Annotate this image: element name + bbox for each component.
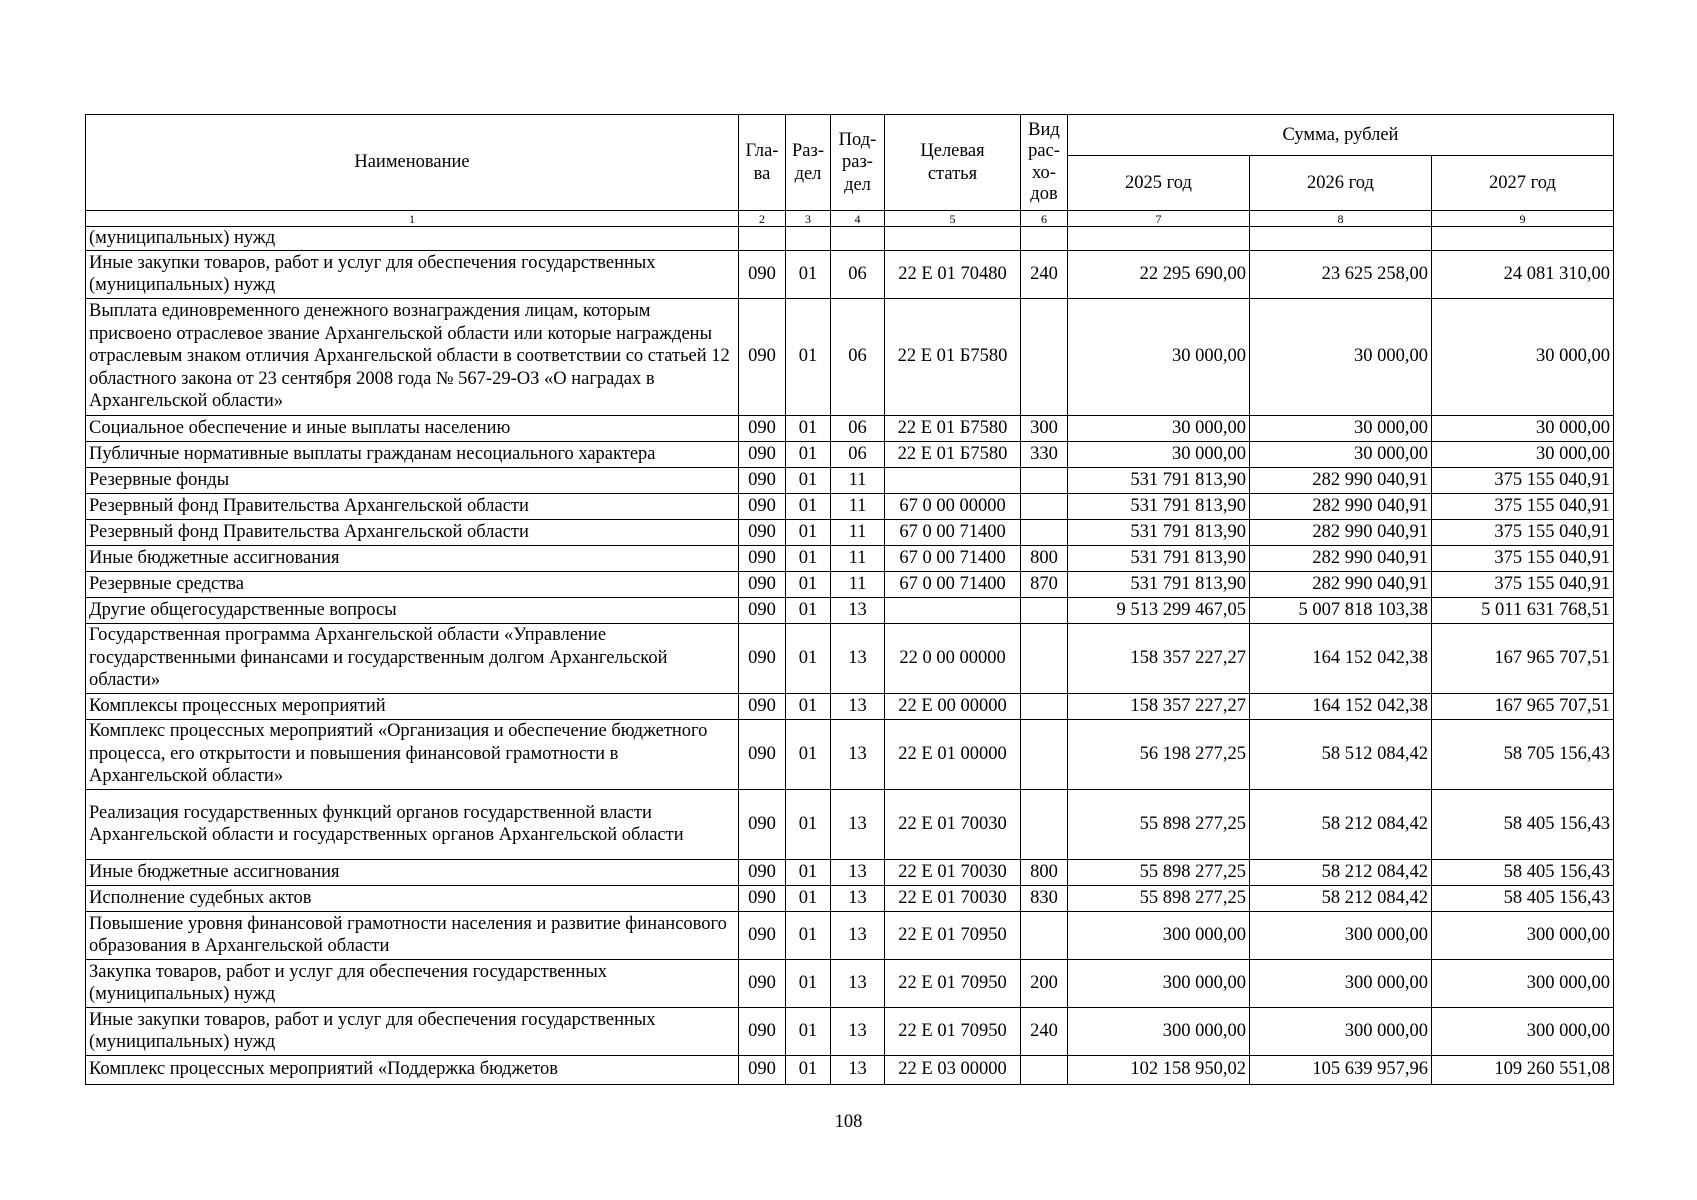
- row-amount-2026: 30 000,00: [1250, 415, 1432, 441]
- header-2026: 2026 год: [1250, 156, 1432, 211]
- row-vid: [1021, 1055, 1068, 1084]
- row-razdel: 01: [786, 859, 831, 885]
- table-body: [86, 227, 1614, 1085]
- header-name: Наименование: [86, 115, 739, 211]
- row-amount-2025: 30 000,00: [1068, 415, 1250, 441]
- row-amount-2025: 531 791 813,90: [1068, 467, 1250, 493]
- table-row: [86, 519, 1614, 545]
- row-vid: 830: [1021, 885, 1068, 911]
- row-amount-2027: 30 000,00: [1432, 298, 1614, 415]
- row-amount-2026: 282 990 040,91: [1250, 493, 1432, 519]
- row-podrazdel: 13: [831, 885, 885, 911]
- row-glava: 090: [739, 1055, 786, 1084]
- row-tselevaya: 67 0 00 00000: [885, 493, 1021, 519]
- row-amount-2026: 30 000,00: [1250, 441, 1432, 467]
- page-number: 108: [834, 1112, 863, 1132]
- row-amount-2027: 300 000,00: [1432, 1007, 1614, 1055]
- row-vid: [1021, 911, 1068, 959]
- row-name: Резервный фонд Правительства Архангельской области: [86, 493, 739, 519]
- row-razdel: 01: [786, 571, 831, 597]
- header-podrazdel: Под- раз- дел: [831, 115, 885, 211]
- row-podrazdel: 06: [831, 250, 885, 298]
- row-vid: 200: [1021, 959, 1068, 1007]
- row-razdel: 01: [786, 885, 831, 911]
- row-tselevaya: 22 Е 01 00000: [885, 719, 1021, 789]
- row-amount-2027: 375 155 040,91: [1432, 467, 1614, 493]
- row-podrazdel: 06: [831, 298, 885, 415]
- column-number: 5: [885, 211, 1021, 227]
- row-tselevaya: 22 Е 01 70480: [885, 250, 1021, 298]
- row-tselevaya: 22 0 00 00000: [885, 623, 1021, 693]
- header-glava: Гла- ва: [739, 115, 786, 211]
- row-vid: [1021, 227, 1068, 251]
- column-number: 7: [1068, 211, 1250, 227]
- table-row: [86, 415, 1614, 441]
- row-name: Реализация государственных функций органов государственной власти Архангельской области и государственных органов Архангельской области: [86, 789, 739, 859]
- row-amount-2027: 167 965 707,51: [1432, 693, 1614, 719]
- row-glava: 090: [739, 467, 786, 493]
- table-row: [86, 545, 1614, 571]
- header-razdel: Раз- дел: [786, 115, 831, 211]
- row-amount-2027: 30 000,00: [1432, 441, 1614, 467]
- row-amount-2025: 55 898 277,25: [1068, 789, 1250, 859]
- row-amount-2027: 375 155 040,91: [1432, 493, 1614, 519]
- table-row: [86, 623, 1614, 693]
- table-row: [86, 467, 1614, 493]
- row-podrazdel: 13: [831, 859, 885, 885]
- table-row: [86, 719, 1614, 789]
- row-amount-2026: 58 212 084,42: [1250, 789, 1432, 859]
- row-podrazdel: 11: [831, 571, 885, 597]
- row-razdel: 01: [786, 911, 831, 959]
- header-vid: Вид рас- хо- дов: [1021, 115, 1068, 211]
- row-name: Иные закупки товаров, работ и услуг для обеспечения государственных (муниципальных) нужд: [86, 250, 739, 298]
- header-tselevaya: Целевая статья: [885, 115, 1021, 211]
- column-number: 3: [786, 211, 831, 227]
- row-glava: 090: [739, 789, 786, 859]
- row-glava: 090: [739, 693, 786, 719]
- row-tselevaya: [885, 467, 1021, 493]
- row-podrazdel: 11: [831, 493, 885, 519]
- row-podrazdel: 13: [831, 911, 885, 959]
- row-podrazdel: 13: [831, 597, 885, 623]
- row-amount-2026: 300 000,00: [1250, 959, 1432, 1007]
- column-number: 4: [831, 211, 885, 227]
- table-row: [86, 441, 1614, 467]
- row-podrazdel: 06: [831, 415, 885, 441]
- row-podrazdel: [831, 227, 885, 251]
- row-amount-2025: 300 000,00: [1068, 911, 1250, 959]
- table-row: [86, 789, 1614, 859]
- row-podrazdel: 13: [831, 789, 885, 859]
- row-vid: [1021, 719, 1068, 789]
- row-glava: 090: [739, 911, 786, 959]
- row-amount-2025: 531 791 813,90: [1068, 493, 1250, 519]
- row-razdel: 01: [786, 623, 831, 693]
- row-amount-2026: 164 152 042,38: [1250, 623, 1432, 693]
- row-podrazdel: 13: [831, 693, 885, 719]
- row-razdel: 01: [786, 719, 831, 789]
- row-vid: 240: [1021, 250, 1068, 298]
- table-row: [86, 298, 1614, 415]
- row-amount-2025: 158 357 227,27: [1068, 623, 1250, 693]
- header-2027: 2027 год: [1432, 156, 1614, 211]
- row-razdel: 01: [786, 519, 831, 545]
- row-razdel: 01: [786, 597, 831, 623]
- row-amount-2025: 9 513 299 467,05: [1068, 597, 1250, 623]
- row-name: Повышение уровня финансовой грамотности населения и развитие финансового образования в Архангельской области: [86, 911, 739, 959]
- table-header: [86, 115, 1614, 227]
- column-number: 6: [1021, 211, 1068, 227]
- column-number: 1: [86, 211, 739, 227]
- row-name: Комплексы процессных мероприятий: [86, 693, 739, 719]
- row-razdel: 01: [786, 789, 831, 859]
- row-razdel: 01: [786, 467, 831, 493]
- row-amount-2026: 30 000,00: [1250, 298, 1432, 415]
- row-amount-2027: 58 405 156,43: [1432, 885, 1614, 911]
- row-amount-2025: 55 898 277,25: [1068, 885, 1250, 911]
- row-tselevaya: 22 Е 01 70950: [885, 911, 1021, 959]
- row-razdel: 01: [786, 693, 831, 719]
- row-name: Выплата единовременного денежного вознаграждения лицам, которым присвоено отраслевое звание Архангельской области или которые награждены отраслевым знаком отличия Архангельской области в соответствии со статьей 12 областного закона от 23 сентября 2008 года № 567-29-ОЗ «О наградах в Архангельской области»: [86, 298, 739, 415]
- row-glava: 090: [739, 298, 786, 415]
- row-amount-2027: 58 405 156,43: [1432, 789, 1614, 859]
- table-row: [86, 250, 1614, 298]
- row-amount-2027: 24 081 310,00: [1432, 250, 1614, 298]
- column-number: 8: [1250, 211, 1432, 227]
- column-number: 9: [1432, 211, 1614, 227]
- row-tselevaya: [885, 227, 1021, 251]
- row-vid: [1021, 298, 1068, 415]
- table-row: [86, 493, 1614, 519]
- row-podrazdel: 13: [831, 1007, 885, 1055]
- row-glava: 090: [739, 571, 786, 597]
- row-vid: [1021, 693, 1068, 719]
- row-amount-2026: 58 212 084,42: [1250, 885, 1432, 911]
- column-number: 2: [739, 211, 786, 227]
- table-row: [86, 1007, 1614, 1055]
- row-amount-2025: 55 898 277,25: [1068, 859, 1250, 885]
- row-razdel: 01: [786, 298, 831, 415]
- row-podrazdel: 13: [831, 623, 885, 693]
- row-name: (муниципальных) нужд: [86, 227, 739, 251]
- row-name: Исполнение судебных актов: [86, 885, 739, 911]
- row-tselevaya: 22 Е 01 70950: [885, 1007, 1021, 1055]
- row-tselevaya: 67 0 00 71400: [885, 571, 1021, 597]
- row-name: Иные закупки товаров, работ и услуг для обеспечения государственных (муниципальных) нужд: [86, 1007, 739, 1055]
- row-razdel: 01: [786, 545, 831, 571]
- row-name: Резервный фонд Правительства Архангельской области: [86, 519, 739, 545]
- table-row: [86, 571, 1614, 597]
- row-amount-2026: 164 152 042,38: [1250, 693, 1432, 719]
- row-tselevaya: 67 0 00 71400: [885, 545, 1021, 571]
- row-vid: 330: [1021, 441, 1068, 467]
- row-amount-2025: 56 198 277,25: [1068, 719, 1250, 789]
- row-tselevaya: 22 Е 01 Б7580: [885, 298, 1021, 415]
- row-vid: 870: [1021, 571, 1068, 597]
- header-2025: 2025 год: [1068, 156, 1250, 211]
- row-amount-2025: 102 158 950,02: [1068, 1055, 1250, 1084]
- row-name: Комплекс процессных мероприятий «Организация и обеспечение бюджетного процесса, его открытости и повышения финансовой грамотности в Архангельской области»: [86, 719, 739, 789]
- row-razdel: 01: [786, 415, 831, 441]
- row-amount-2025: 300 000,00: [1068, 959, 1250, 1007]
- table-row: [86, 227, 1614, 251]
- row-amount-2026: 282 990 040,91: [1250, 519, 1432, 545]
- row-glava: 090: [739, 623, 786, 693]
- row-amount-2025: [1068, 227, 1250, 251]
- table-row: [86, 859, 1614, 885]
- row-amount-2026: [1250, 227, 1432, 251]
- row-tselevaya: 67 0 00 71400: [885, 519, 1021, 545]
- row-name: Закупка товаров, работ и услуг для обеспечения государственных (муниципальных) нужд: [86, 959, 739, 1007]
- row-amount-2026: 282 990 040,91: [1250, 467, 1432, 493]
- row-glava: 090: [739, 250, 786, 298]
- row-razdel: 01: [786, 441, 831, 467]
- row-tselevaya: 22 Е 01 70950: [885, 959, 1021, 1007]
- row-glava: 090: [739, 415, 786, 441]
- row-amount-2027: 375 155 040,91: [1432, 545, 1614, 571]
- row-glava: 090: [739, 441, 786, 467]
- row-razdel: 01: [786, 1007, 831, 1055]
- row-vid: [1021, 597, 1068, 623]
- row-amount-2025: 30 000,00: [1068, 298, 1250, 415]
- row-tselevaya: 22 Е 01 Б7580: [885, 415, 1021, 441]
- row-amount-2027: 300 000,00: [1432, 911, 1614, 959]
- row-amount-2025: 531 791 813,90: [1068, 545, 1250, 571]
- row-name: Публичные нормативные выплаты гражданам несоциального характера: [86, 441, 739, 467]
- row-amount-2026: 300 000,00: [1250, 911, 1432, 959]
- row-tselevaya: [885, 597, 1021, 623]
- row-amount-2027: [1432, 227, 1614, 251]
- row-amount-2027: 109 260 551,08: [1432, 1055, 1614, 1084]
- table-row: [86, 959, 1614, 1007]
- row-amount-2027: 375 155 040,91: [1432, 571, 1614, 597]
- row-razdel: 01: [786, 493, 831, 519]
- row-amount-2027: 5 011 631 768,51: [1432, 597, 1614, 623]
- row-glava: 090: [739, 493, 786, 519]
- row-vid: [1021, 493, 1068, 519]
- row-vid: [1021, 789, 1068, 859]
- row-glava: 090: [739, 1007, 786, 1055]
- row-amount-2026: 282 990 040,91: [1250, 545, 1432, 571]
- row-vid: 800: [1021, 859, 1068, 885]
- row-tselevaya: 22 Е 01 70030: [885, 859, 1021, 885]
- row-amount-2026: 105 639 957,96: [1250, 1055, 1432, 1084]
- table-row: [86, 885, 1614, 911]
- row-vid: 240: [1021, 1007, 1068, 1055]
- row-name: Иные бюджетные ассигнования: [86, 859, 739, 885]
- row-podrazdel: 13: [831, 959, 885, 1007]
- row-vid: 800: [1021, 545, 1068, 571]
- row-vid: [1021, 519, 1068, 545]
- table-row: [86, 597, 1614, 623]
- row-name: Резервные средства: [86, 571, 739, 597]
- row-glava: 090: [739, 545, 786, 571]
- row-amount-2026: 23 625 258,00: [1250, 250, 1432, 298]
- table-row: [86, 911, 1614, 959]
- row-razdel: 01: [786, 1055, 831, 1084]
- row-amount-2025: 300 000,00: [1068, 1007, 1250, 1055]
- row-tselevaya: 22 Е 00 00000: [885, 693, 1021, 719]
- column-numbers-row: [86, 211, 1614, 227]
- row-amount-2027: 167 965 707,51: [1432, 623, 1614, 693]
- row-amount-2026: 300 000,00: [1250, 1007, 1432, 1055]
- table-row: [86, 693, 1614, 719]
- table-row: [86, 1055, 1614, 1084]
- row-amount-2025: 531 791 813,90: [1068, 519, 1250, 545]
- row-amount-2027: 30 000,00: [1432, 415, 1614, 441]
- row-amount-2027: 58 705 156,43: [1432, 719, 1614, 789]
- row-amount-2025: 158 357 227,27: [1068, 693, 1250, 719]
- row-podrazdel: 06: [831, 441, 885, 467]
- row-glava: 090: [739, 519, 786, 545]
- row-razdel: 01: [786, 250, 831, 298]
- row-tselevaya: 22 Е 01 70030: [885, 789, 1021, 859]
- row-tselevaya: 22 Е 01 70030: [885, 885, 1021, 911]
- row-amount-2025: 30 000,00: [1068, 441, 1250, 467]
- row-glava: 090: [739, 859, 786, 885]
- row-glava: 090: [739, 885, 786, 911]
- row-name: Иные бюджетные ассигнования: [86, 545, 739, 571]
- row-amount-2027: 300 000,00: [1432, 959, 1614, 1007]
- row-glava: 090: [739, 959, 786, 1007]
- row-name: Комплекс процессных мероприятий «Поддержка бюджетов: [86, 1055, 739, 1084]
- row-amount-2025: 22 295 690,00: [1068, 250, 1250, 298]
- row-name: Социальное обеспечение и иные выплаты населению: [86, 415, 739, 441]
- row-amount-2026: 282 990 040,91: [1250, 571, 1432, 597]
- row-amount-2026: 58 512 084,42: [1250, 719, 1432, 789]
- row-podrazdel: 11: [831, 519, 885, 545]
- row-name: Другие общегосударственные вопросы: [86, 597, 739, 623]
- row-amount-2027: 58 405 156,43: [1432, 859, 1614, 885]
- row-vid: [1021, 623, 1068, 693]
- row-glava: [739, 227, 786, 251]
- row-amount-2025: 531 791 813,90: [1068, 571, 1250, 597]
- row-vid: [1021, 467, 1068, 493]
- row-vid: 300: [1021, 415, 1068, 441]
- row-tselevaya: 22 Е 03 00000: [885, 1055, 1021, 1084]
- row-tselevaya: 22 Е 01 Б7580: [885, 441, 1021, 467]
- row-name: Государственная программа Архангельской области «Управление государственными финансами и государственным долгом Архангельской области»: [86, 623, 739, 693]
- row-podrazdel: 11: [831, 467, 885, 493]
- row-glava: 090: [739, 597, 786, 623]
- budget-table: [85, 114, 1614, 1085]
- row-name: Резервные фонды: [86, 467, 739, 493]
- row-razdel: 01: [786, 959, 831, 1007]
- row-glava: 090: [739, 719, 786, 789]
- header-summa: Сумма, рублей: [1068, 115, 1614, 156]
- row-amount-2027: 375 155 040,91: [1432, 519, 1614, 545]
- row-podrazdel: 13: [831, 719, 885, 789]
- row-amount-2026: 5 007 818 103,38: [1250, 597, 1432, 623]
- row-podrazdel: 13: [831, 1055, 885, 1084]
- row-amount-2026: 58 212 084,42: [1250, 859, 1432, 885]
- row-podrazdel: 11: [831, 545, 885, 571]
- row-razdel: [786, 227, 831, 251]
